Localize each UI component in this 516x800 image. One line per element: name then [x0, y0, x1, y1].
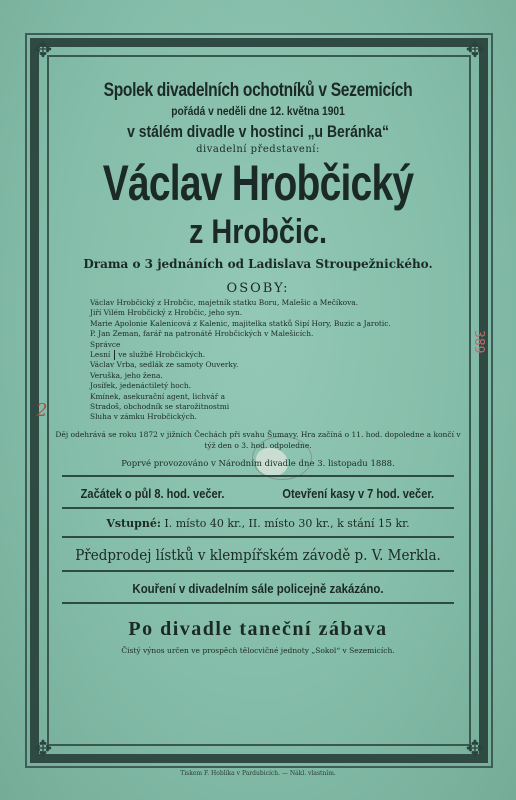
start-time: Začátek o půl 8. hod. večer.: [80, 485, 225, 501]
divider: [62, 536, 454, 538]
setting-note: Děj odehrává se roku 1872 v jižních Čechách při svahu Šumavy. Hra začíná o 11. hod. dopoledne a končí v týž den o 3. hod. odpoledne.: [55, 429, 461, 450]
times-row: [52, 486, 464, 501]
cast-item: Václav Vrba, sedlák ze samoty Ouverky.: [90, 360, 239, 370]
box-office-time: Otevření kasy v 7 hod. večer.: [282, 485, 435, 501]
smoking-note: Kouření v divadelním sále policejně zakázáno.: [132, 580, 384, 596]
divider: [62, 602, 454, 604]
proceeds-note: Čistý výnos určen ve prospěch tělocvičné jednoty „Sokol“ v Sezemicích.: [121, 645, 395, 655]
play-subtitle: z Hrobčic.: [188, 213, 328, 251]
cast-item: Josífek, jedenáctiletý hoch.: [90, 381, 191, 391]
cast-item: Stradoš, obchodník se starožitnostmi: [90, 402, 230, 412]
divider: [62, 570, 454, 572]
cast-item-with-service: [90, 350, 464, 360]
cast-item: Marie Apolonie Kalenicová z Kalenic, majitelka statků Sipí Hory, Buzic a Jarotic.: [90, 318, 391, 328]
premiere-note: Poprvé provozováno v Národním divadle dne 3. listopadu 1888.: [121, 458, 395, 469]
cast-list: [90, 298, 464, 423]
after-show-dance: Po divadle taneční zábava: [128, 617, 388, 640]
cast-item: Kmínek, asekurační agent, lichvář a: [90, 391, 226, 401]
poster-content: [52, 78, 464, 655]
corner-ornament-icon: ✥: [465, 737, 485, 762]
divider: [62, 475, 454, 477]
admission-row: [52, 517, 464, 530]
cast-item: Lesní: [90, 350, 111, 360]
admission-label: Vstupné:: [106, 516, 161, 530]
service-note: ve službě Hrobčických.: [114, 350, 205, 360]
presale-note: Předprodej lístků v klempířském závodě p. V. Merkla.: [75, 545, 441, 564]
cast-heading: OSOBY:: [226, 281, 290, 296]
admission-prices: I. místo 40 kr., II. místo 30 kr., k stání 15 kr.: [164, 516, 410, 530]
cast-item: Sluha v zámku Hrobčických.: [90, 412, 197, 422]
society-name: Spolek divadelních ochotníků v Sezemicích: [103, 80, 413, 101]
red-handwritten-mark: 2: [36, 400, 48, 421]
cast-item: Veruška, jeho žena.: [90, 370, 163, 380]
cast-item: Jiří Vilém Hrobčický z Hrobčic, jeho syn.: [90, 308, 243, 318]
corner-ornament-icon: ✥: [465, 38, 485, 63]
corner-ornament-icon: ✥: [33, 38, 53, 63]
play-title: Václav Hrobčický: [102, 155, 414, 211]
divider: [62, 507, 454, 509]
venue: v stálém divadle v hostinci „u Beránka“: [127, 122, 389, 141]
cast-item: Správce: [90, 339, 121, 349]
performance-label: divadelní představení:: [196, 144, 320, 155]
cast-item: Václav Hrobčický z Hrobčic, majetník statku Boru, Malešic a Mečíkova.: [90, 298, 359, 307]
dateline: pořádá v neděli dne 12. května 1901: [171, 104, 345, 118]
drama-note: Drama o 3 jednáních od Ladislava Stroupežnického.: [83, 257, 433, 271]
cast-item: P. Jan Zeman, farář na patronátě Hrobčických v Malešicích.: [90, 329, 314, 339]
side-number: 389: [471, 330, 486, 354]
printer-credit: Tiskem F. Hoblíka v Pardubicích. — Nákl. vlastním.: [180, 770, 336, 777]
corner-ornament-icon: ✥: [33, 737, 53, 762]
